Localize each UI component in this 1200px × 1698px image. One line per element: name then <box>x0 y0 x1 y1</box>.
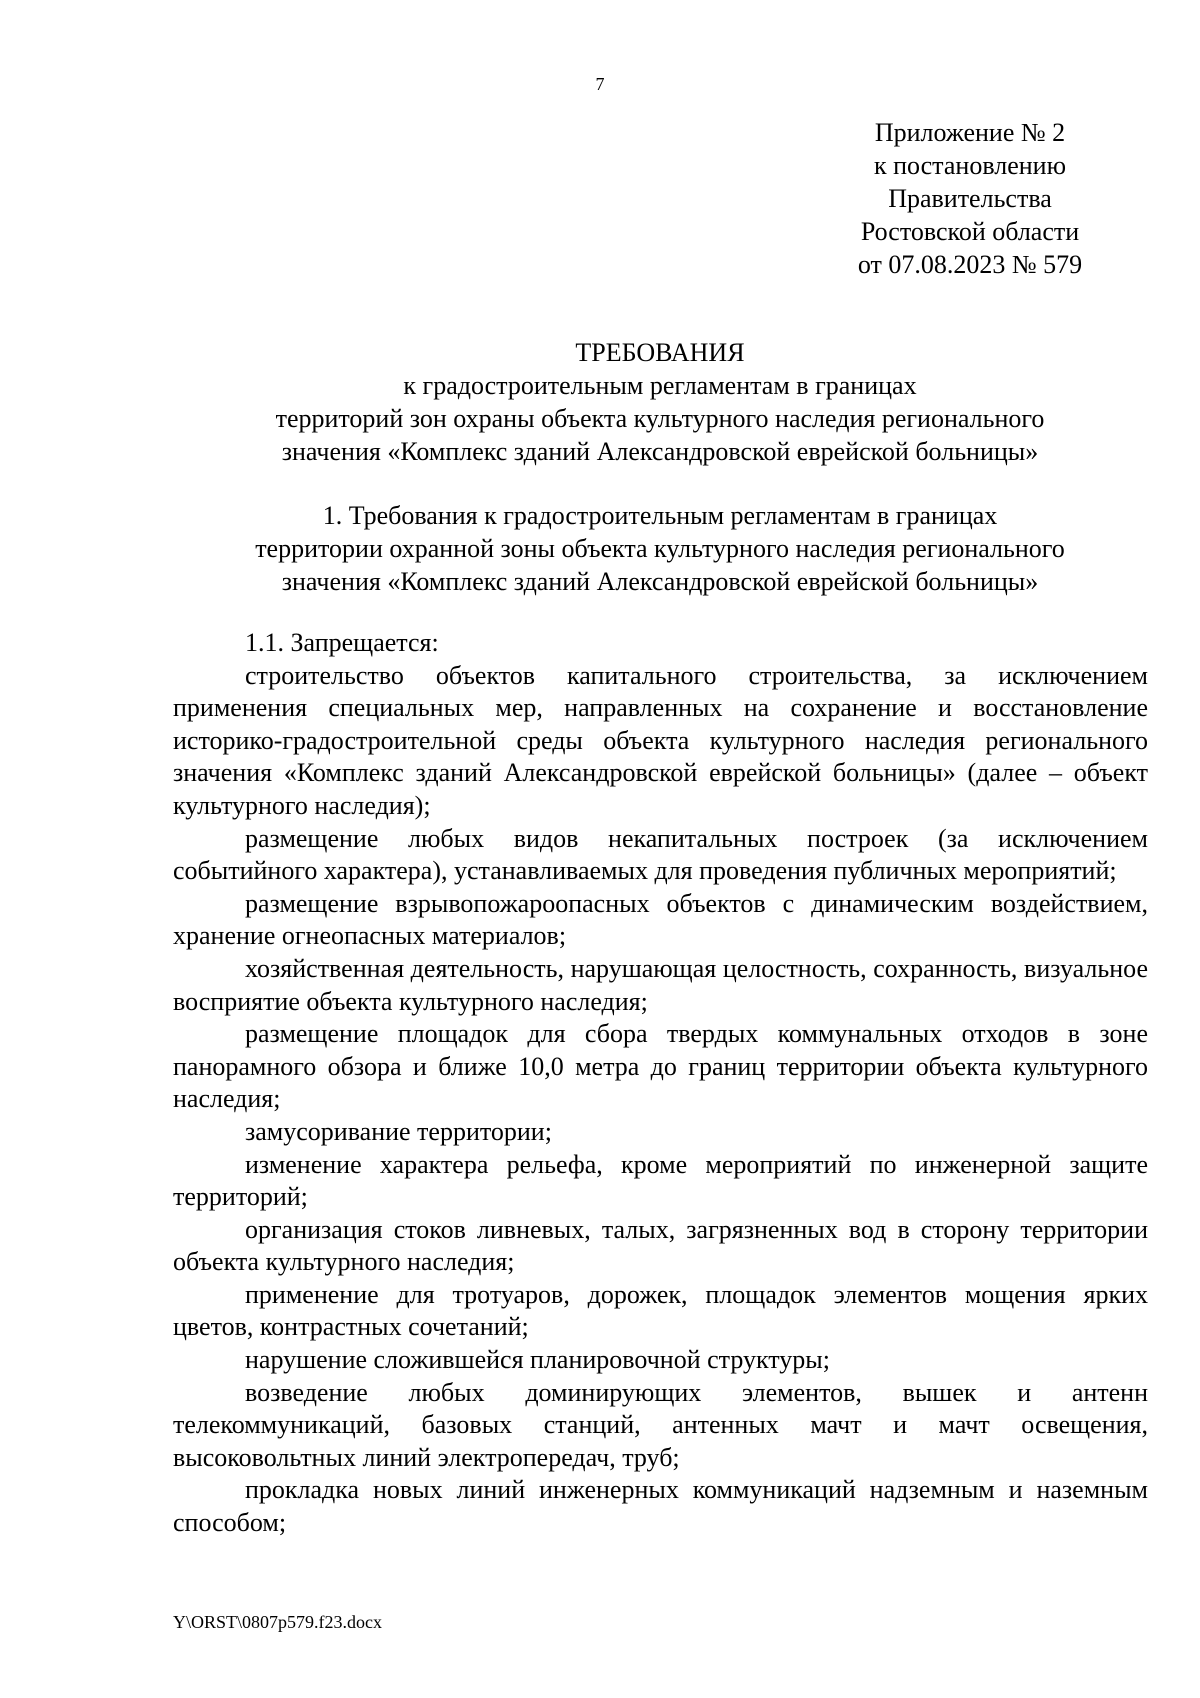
appendix-line: Приложение № 2 <box>874 118 1066 147</box>
appendix-line: Ростовской области <box>860 217 1080 246</box>
list-item: применение для тротуаров, дорожек, площадок элементов мощения ярких цветов, контрастных сочетаний; <box>173 1279 1148 1342</box>
list-item: размещение любых видов некапитальных построек (за исключением событийного характера), устанавливаемых для проведения публичных мероприятий; <box>173 823 1148 886</box>
section-heading-line: территории охранной зоны объекта культурного наследия регионального <box>255 534 1065 563</box>
section-heading-line: значения «Комплекс зданий Александровской еврейской больницы» <box>281 567 1039 596</box>
section-heading <box>170 499 1150 598</box>
subsection-heading: 1.1. Запрещается: <box>245 628 439 657</box>
list-item: хозяйственная деятельность, нарушающая целостность, сохранность, визуальное восприятие объекта культурного наследия; <box>173 953 1148 1016</box>
document-title <box>170 336 1150 468</box>
list-item: изменение характера рельефа, кроме мероприятий по инженерной защите территорий; <box>173 1149 1148 1212</box>
file-path-footer: Y\ORST\0807p579.f23.docx <box>173 1612 382 1632</box>
section-heading-line: 1. Требования к градостроительным регламентам в границах <box>322 501 998 530</box>
title-line: значения «Комплекс зданий Александровской еврейской больницы» <box>281 437 1039 466</box>
list-item: размещение площадок для сбора твердых коммунальных отходов в зоне панорамного обзора и ближе 10,0 метра до границ территории объекта культурного наследия; <box>173 1019 1148 1114</box>
appendix-reference <box>835 116 1105 281</box>
list-item: размещение взрывопожароопасных объектов с динамическим воздействием, хранение огнеопасных материалов; <box>173 888 1148 951</box>
document-body <box>173 627 1148 1540</box>
list-item: прокладка новых линий инженерных коммуникаций надземным и наземным способом; <box>173 1475 1148 1538</box>
list-item: нарушение сложившейся планировочной структуры; <box>245 1345 830 1375</box>
appendix-line: от 07.08.2023 № 579 <box>857 250 1083 279</box>
appendix-line: к постановлению <box>873 151 1067 180</box>
list-item: строительство объектов капитального строительства, за исключением применения специальных мер, направленных на сохранение и восстановление историко-градостроительной среды объекта культурного наследия регионального значения «Комплекс зданий Александровской еврейской больницы» (далее – объект культурного наследия); <box>173 660 1148 820</box>
title-line: территорий зон охраны объекта культурного наследия регионального <box>275 404 1045 433</box>
list-item: замусоривание территории; <box>245 1116 552 1146</box>
list-item: возведение любых доминирующих элементов, вышек и антенн телекоммуникаций, базовых станций, антенных мачт и мачт освещения, высоковольтных линий электропередач, труб; <box>173 1377 1148 1472</box>
title-heading: ТРЕБОВАНИЯ <box>575 338 745 367</box>
list-item: организация стоков ливневых, талых, загрязненных вод в сторону территории объекта культурного наследия; <box>173 1214 1148 1277</box>
title-line: к градостроительным регламентам в границах <box>403 371 917 400</box>
page-number: 7 <box>595 74 605 94</box>
appendix-line: Правительства <box>888 184 1052 213</box>
